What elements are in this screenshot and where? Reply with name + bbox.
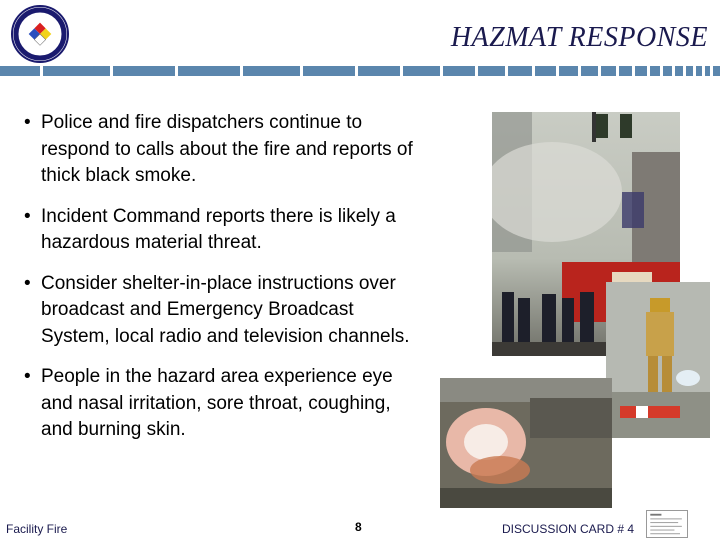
bullet-glyph: • bbox=[24, 366, 31, 387]
discussion-card-icon bbox=[646, 510, 688, 538]
explosion-photo bbox=[440, 378, 612, 508]
bullet-glyph: • bbox=[24, 272, 31, 294]
footer-scenario-label: Facility Fire bbox=[6, 522, 68, 536]
bullet-glyph: • bbox=[24, 112, 31, 133]
bullet-text: Consider shelter-in-place instructions over broadcast and Emergency Broadcast System, local radio and television channels. bbox=[41, 272, 410, 347]
hazmat-logo-icon bbox=[8, 4, 72, 64]
bullet-text: People in the hazard area experience eye and nasal irritation, sore throat, coughing, and burning skin. bbox=[41, 366, 393, 440]
bullet-text: Incident Command reports there is likely a hazardous material threat. bbox=[41, 205, 396, 253]
bullet-item bbox=[24, 110, 424, 190]
footer-card-label: DISCUSSION CARD # 4 bbox=[502, 522, 635, 536]
slide-title: HAZMAT RESPONSE bbox=[450, 22, 708, 53]
bullet-item bbox=[24, 364, 424, 444]
responder-photo bbox=[606, 282, 710, 438]
bullet-list bbox=[24, 110, 424, 458]
bullet-glyph: • bbox=[24, 205, 31, 227]
bullet-text: Police and fire dispatchers continue to respond to calls about the fire and reports of thick black smoke. bbox=[41, 112, 413, 186]
bullet-item bbox=[24, 204, 424, 257]
page-number: 8 bbox=[355, 520, 362, 534]
bullet-item bbox=[24, 271, 424, 351]
title-ribbon bbox=[0, 64, 720, 78]
